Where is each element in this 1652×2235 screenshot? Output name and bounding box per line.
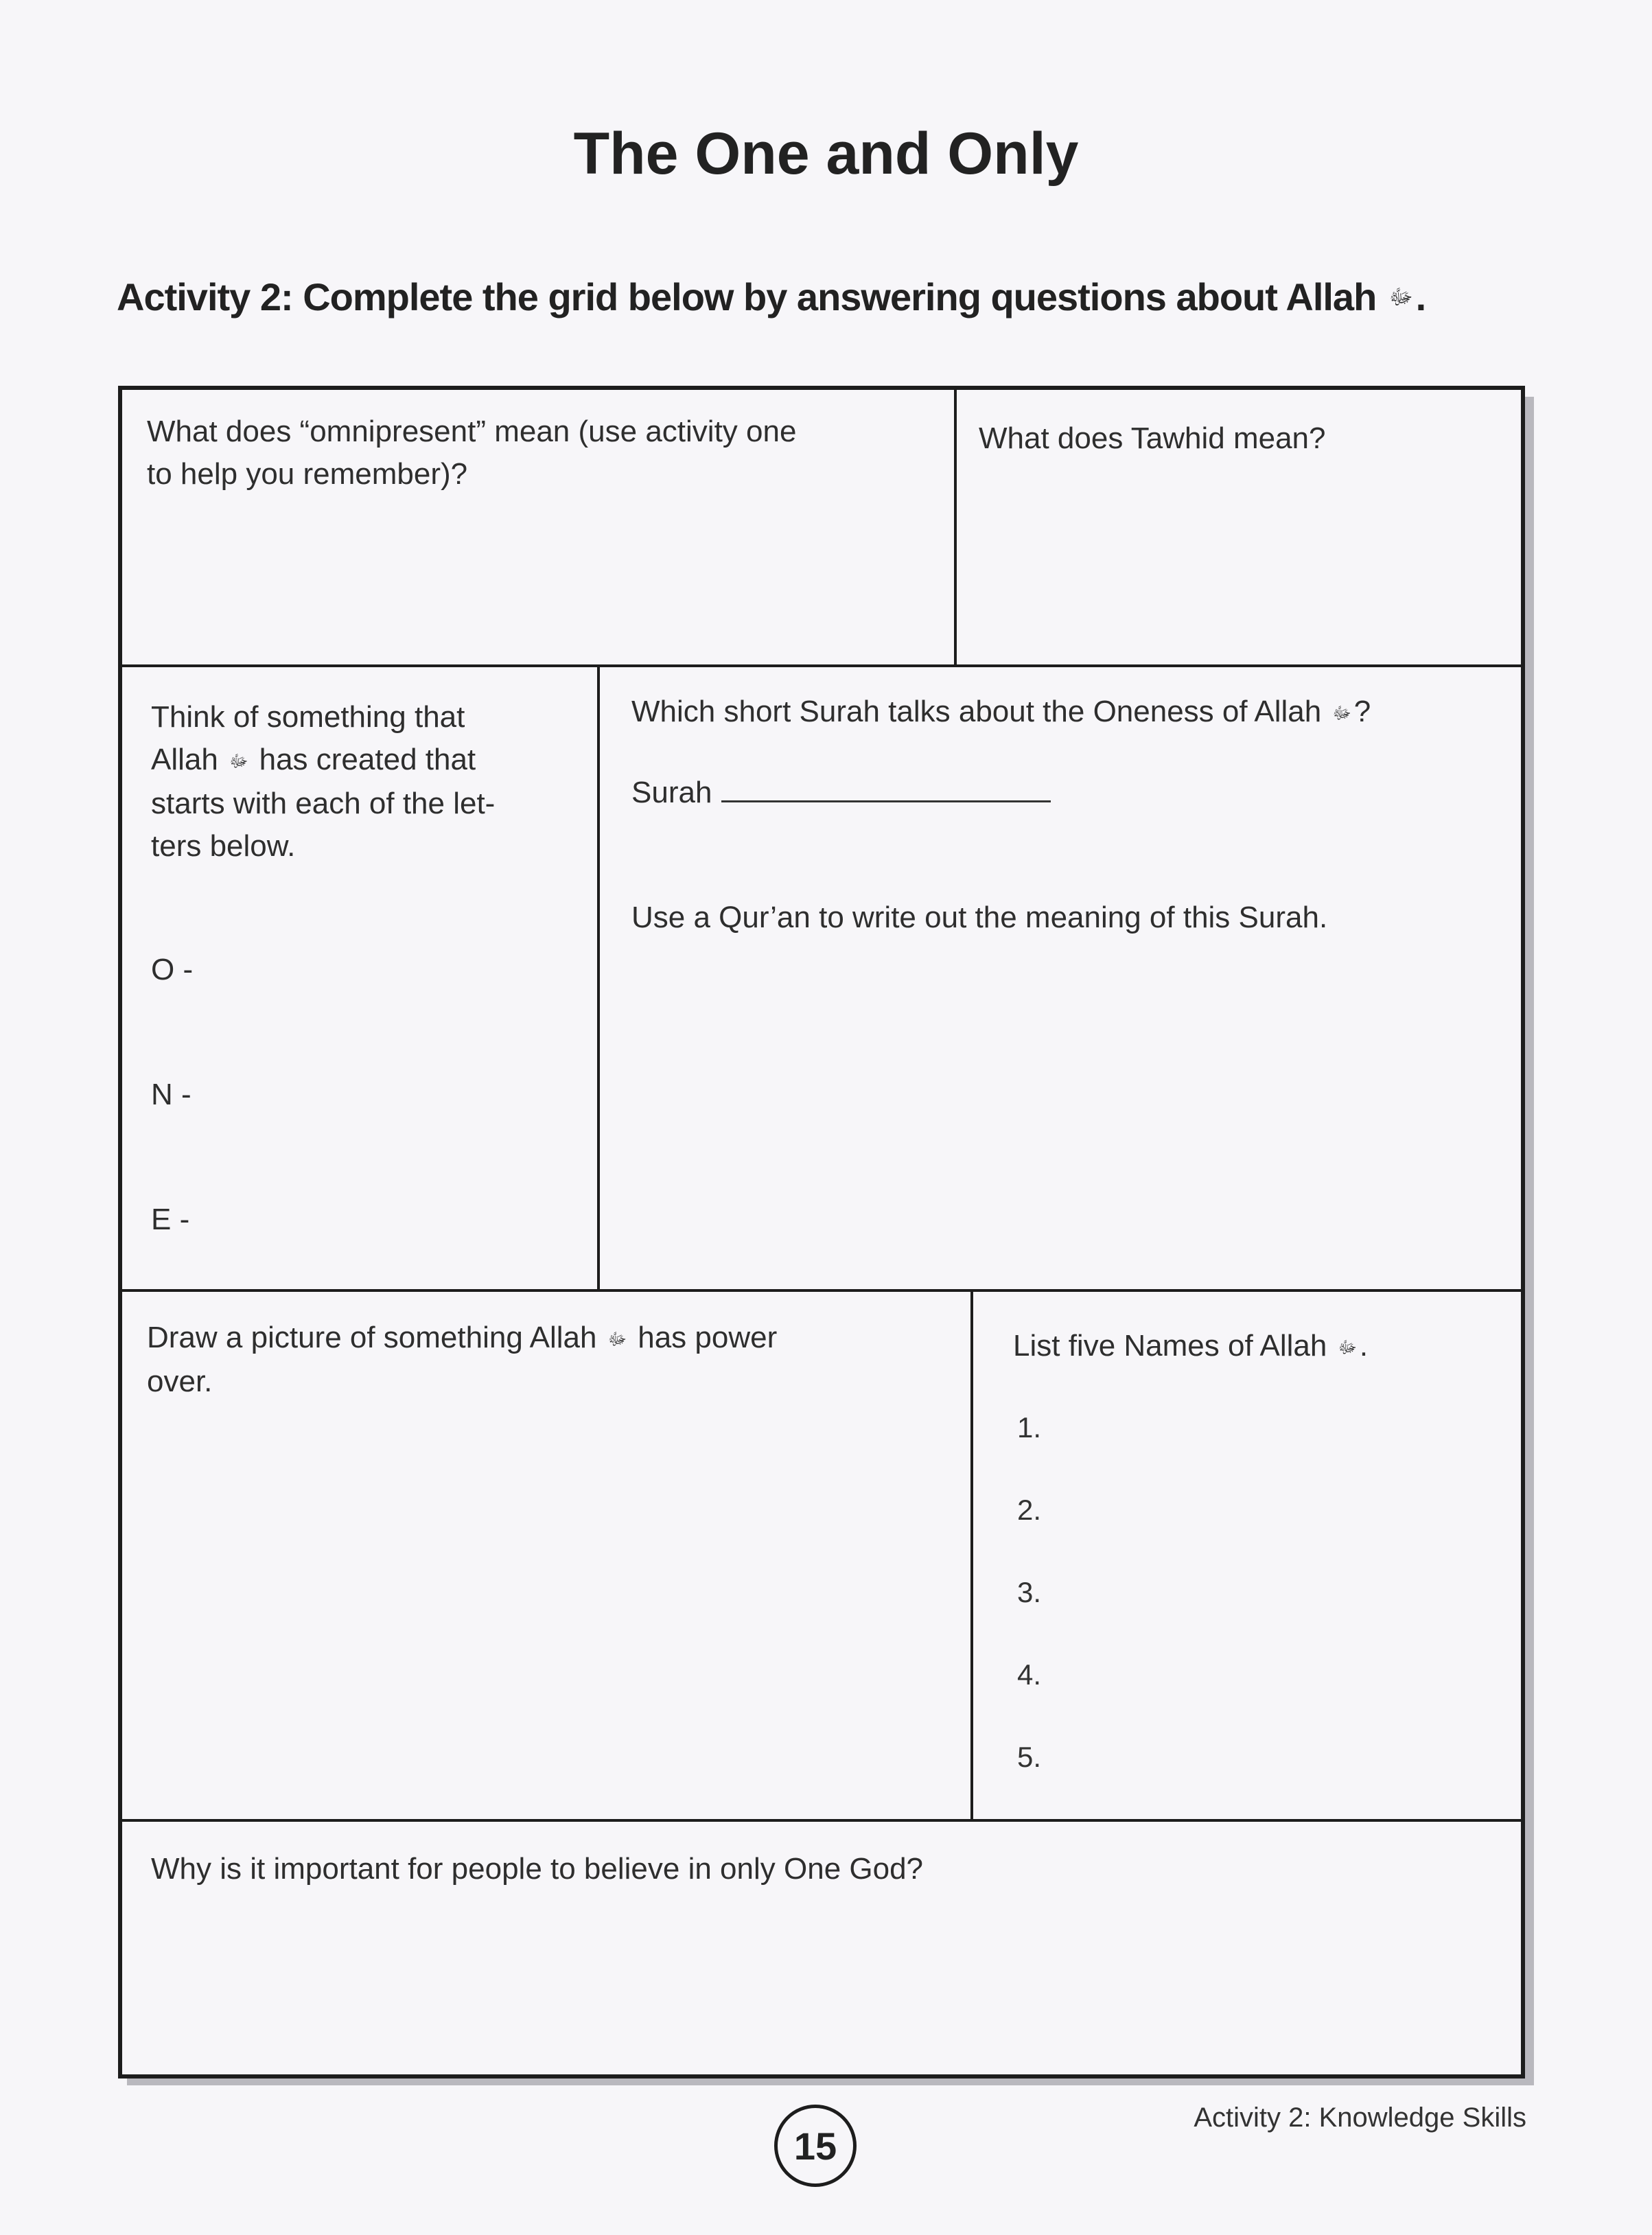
surah-question bbox=[631, 691, 1371, 734]
page-title: The One and Only bbox=[573, 121, 1079, 187]
name-item-1: 1. bbox=[1017, 1411, 1042, 1444]
draw-text-part1: Draw a picture of something Allah bbox=[147, 1321, 597, 1354]
name-item-4: 4. bbox=[1017, 1658, 1042, 1691]
name-item-5: 5. bbox=[1017, 1741, 1042, 1773]
letter-n: N - bbox=[151, 1078, 191, 1111]
letter-o: O - bbox=[151, 953, 194, 986]
think-of-something-prompt bbox=[151, 696, 583, 868]
honorific-glyph: ﷻ bbox=[1332, 704, 1351, 723]
honorific-glyph: ﷻ bbox=[607, 1330, 627, 1350]
draw-picture-prompt bbox=[147, 1317, 957, 1403]
col-divider-row3 bbox=[970, 1289, 973, 1819]
draw-text-part2: has power over. bbox=[147, 1321, 778, 1399]
surah-blank[interactable] bbox=[721, 773, 1051, 802]
row-divider-3 bbox=[122, 1819, 1521, 1822]
activity-grid bbox=[118, 386, 1525, 2078]
col-divider-row2 bbox=[597, 664, 600, 1289]
names-heading bbox=[1013, 1325, 1368, 1369]
surah-answer-line bbox=[631, 772, 1051, 814]
surah-question-text: Which short Surah talks about the Oneness of Allah bbox=[631, 695, 1322, 728]
think-text-part1: Think of something that Allah bbox=[151, 700, 465, 776]
think-text-part2: has created that starts with each of the let- ters below. bbox=[151, 743, 496, 864]
surah-question-mark: ? bbox=[1353, 695, 1371, 728]
instruction-text: Activity 2: Complete the grid below by answering questions about Allah bbox=[117, 275, 1377, 319]
omnipresent-question: What does “omnipresent” mean (use activity one to help you remember)? bbox=[147, 415, 797, 491]
names-heading-period: . bbox=[1359, 1329, 1369, 1363]
row-divider-1 bbox=[122, 664, 1521, 667]
tawhid-question: What does Tawhid mean? bbox=[979, 421, 1326, 455]
activity-instruction bbox=[117, 275, 1426, 319]
surah-label: Surah bbox=[631, 776, 712, 809]
col-divider-row1 bbox=[954, 390, 957, 664]
name-item-2: 2. bbox=[1017, 1494, 1042, 1526]
honorific-glyph: ﷻ bbox=[1388, 285, 1413, 310]
footer-label: Activity 2: Knowledge Skills bbox=[1194, 2103, 1526, 2133]
names-heading-text: List five Names of Allah bbox=[1013, 1329, 1327, 1363]
quran-instruction: Use a Qur’an to write out the meaning of this Surah. bbox=[631, 901, 1328, 934]
page-number: 15 bbox=[774, 2105, 857, 2187]
why-one-god-question: Why is it important for people to believe in only One God? bbox=[151, 1852, 924, 1886]
honorific-glyph: ﷻ bbox=[1338, 1338, 1357, 1358]
name-item-3: 3. bbox=[1017, 1576, 1042, 1608]
instruction-period: . bbox=[1415, 275, 1426, 319]
letter-e: E - bbox=[151, 1203, 190, 1236]
row-divider-2 bbox=[122, 1289, 1521, 1292]
honorific-glyph: ﷻ bbox=[229, 752, 248, 772]
